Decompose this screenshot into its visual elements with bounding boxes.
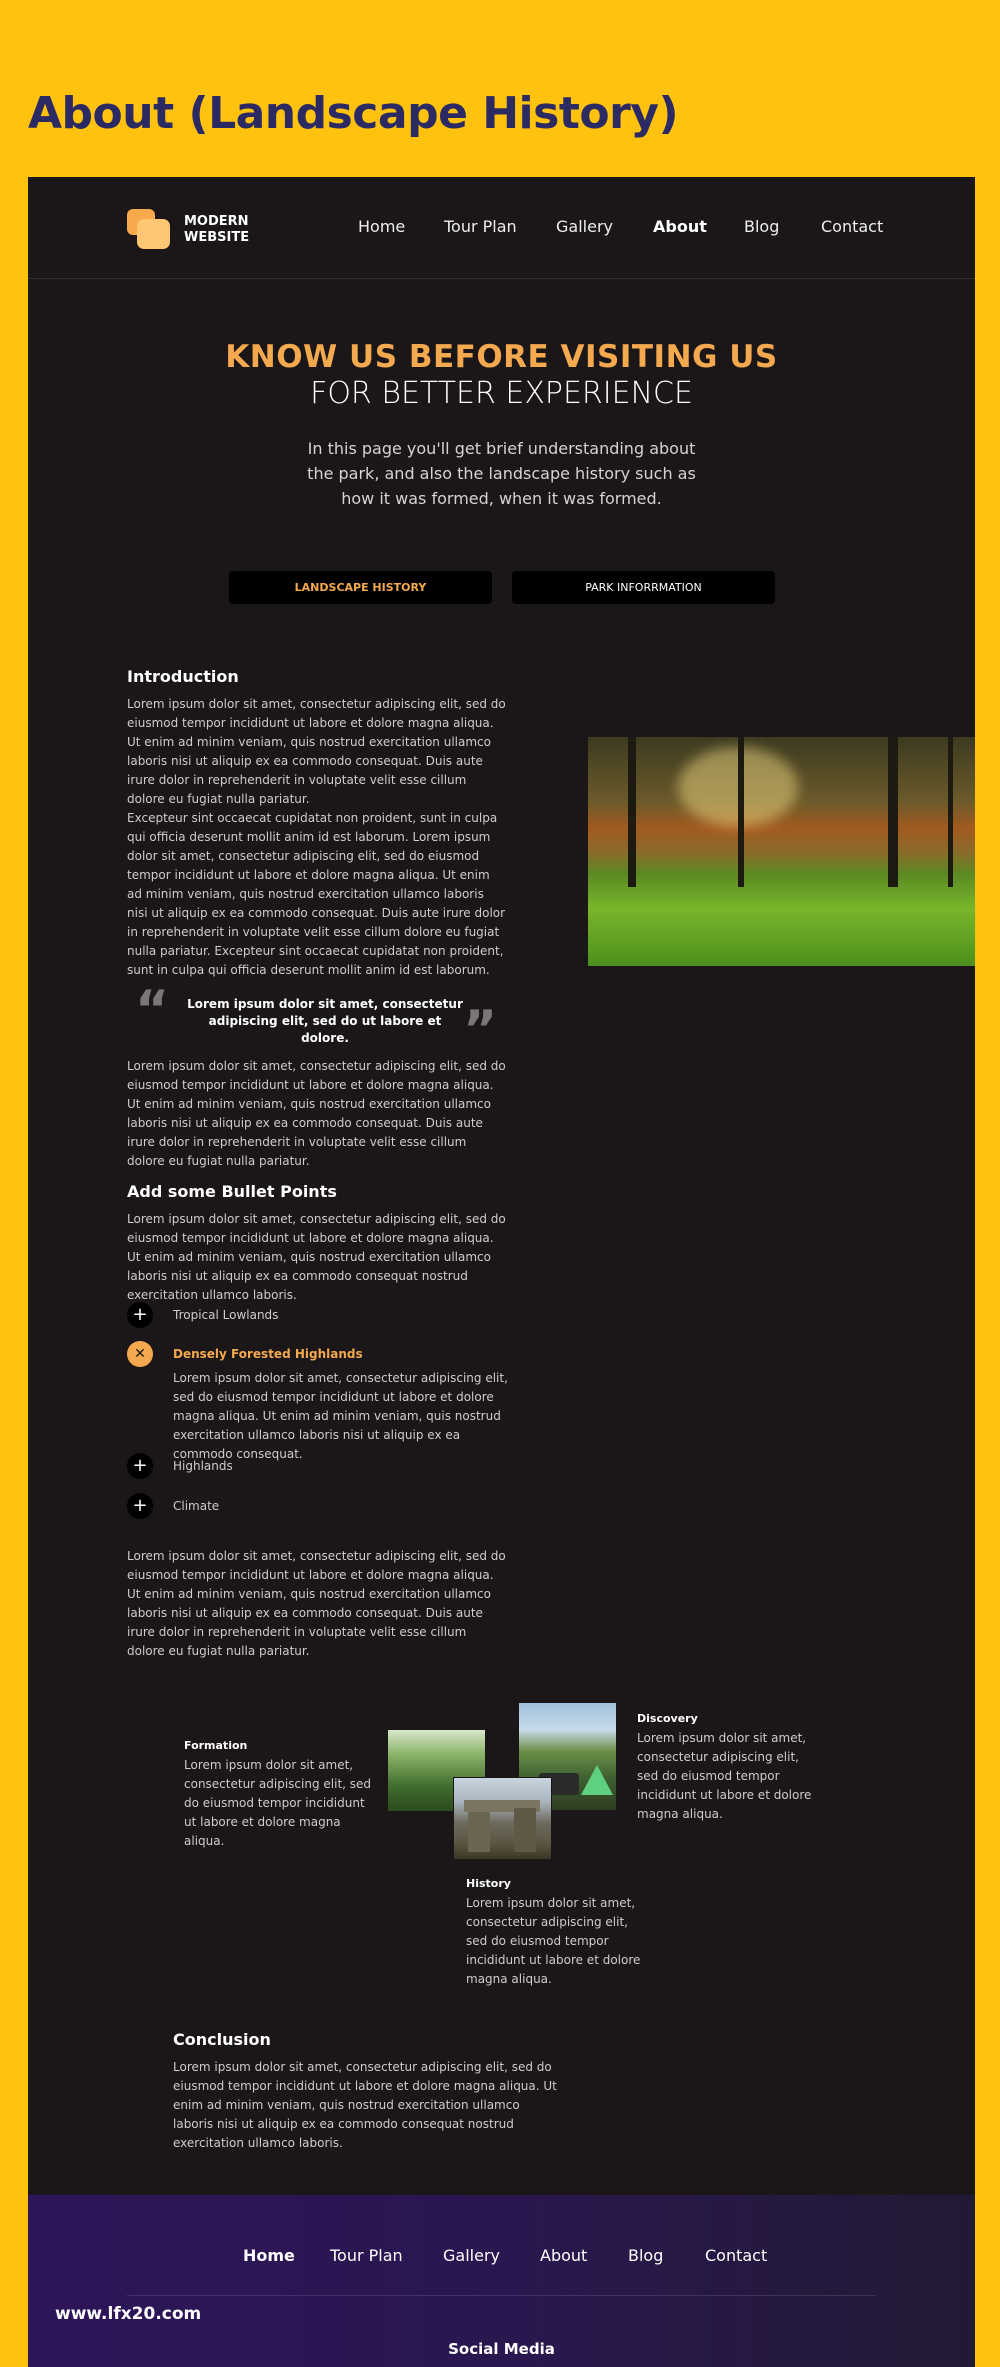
nav-contact[interactable]: Contact <box>821 217 884 236</box>
nav-tour-plan[interactable]: Tour Plan <box>444 217 517 236</box>
timeline-formation-text: Lorem ipsum dolor sit amet, consectetur adipiscing elit, sed do eiusmod tempor incididunt ut labore et dolore magna aliqua. <box>184 1758 372 1848</box>
introduction-paragraph-3: Lorem ipsum dolor sit amet, consectetur adipiscing elit, sed do eiusmod tempor incididunt ut labore et dolore magna aliqua. Ut enim ad minim veniam, quis nostrud exercitation ullamco laboris nisi ut aliquip ex ea commodo consequat. Duis aute irure dolor in reprehenderit in voluptate velit esse cillum dolore eu fugiat nulla pariatur. <box>127 1059 506 1168</box>
timeline-discovery-title: Discovery <box>637 1712 698 1725</box>
forest-photo <box>588 737 975 966</box>
accordion-content: Lorem ipsum dolor sit amet, consectetur adipiscing elit, sed do eiusmod tempor incididunt ut labore et dolore magna aliqua. Ut enim ad minim veniam, quis nostrud exercitation ullamco laboris nisi ut aliquip ex ea commodo consequat. <box>173 1371 508 1461</box>
nav-blog[interactable]: Blog <box>744 217 780 236</box>
logo[interactable] <box>127 209 267 249</box>
accordion-item-highlands[interactable]: Highlands <box>173 1459 233 1473</box>
logo-icon <box>127 209 171 249</box>
introduction-paragraph-2: Excepteur sint occaecat cupidatat non proident, sunt in culpa qui officia deserunt mollit anim id est laborum. Lorem ipsum dolor sit amet, consectetur adipiscing elit, sed do eiusmod tempor incididunt ut labore et dolore magna aliqua. Ut enim ad minim veniam, quis nostrud exercitation ullamco laboris nisi ut aliquip ex ea commodo consequat. Duis aute irure dolor in reprehenderit in voluptate velit esse cillum dolore eu fugiat nulla pariatur. Excepteur sint occaecat cupidatat non proident, sunt in culpa qui officia deserunt mollit anim id est laborum. <box>127 811 506 977</box>
hero-description: In this page you'll get brief understanding about the park, and also the landscape history such as how it was formed, when it was formed. <box>307 439 696 508</box>
bullets-title: Add some Bullet Points <box>127 1182 337 1201</box>
nav-gallery[interactable]: Gallery <box>556 217 613 236</box>
hero-title: KNOW US BEFORE VISITING US <box>225 339 778 375</box>
plus-icon[interactable]: + <box>127 1302 153 1328</box>
footer-divider <box>127 2295 876 2296</box>
footer-nav-blog[interactable]: Blog <box>628 2246 664 2265</box>
plus-icon[interactable]: + <box>127 1453 153 1479</box>
timeline-history-text: Lorem ipsum dolor sit amet, consectetur adipiscing elit, sed do eiusmod tempor incididunt ut labore et dolore magna aliqua. <box>466 1896 641 1986</box>
accordion-item-climate[interactable]: Climate <box>173 1499 220 1513</box>
footer-nav-tour-plan[interactable]: Tour Plan <box>330 2246 403 2265</box>
nav-home[interactable]: Home <box>358 217 406 236</box>
website-mockup <box>28 177 975 2367</box>
quote-text: Lorem ipsum dolor sit amet, consectetur adipiscing elit, sed do ut labore et dolore. <box>187 997 463 1045</box>
conclusion-text: Lorem ipsum dolor sit amet, consectetur adipiscing elit, sed do eiusmod tempor incididunt ut labore et dolore magna aliqua. Ut enim ad minim veniam, quis nostrud exercitation ullamco laboris nisi ut aliquip ex ea commodo consequat nostrud exercitation ullamco laboris. <box>173 2060 557 2150</box>
watermark: www.lfx20.com <box>55 2304 202 2324</box>
nav-about[interactable]: About <box>653 217 707 236</box>
close-quote-icon: ” <box>463 1000 498 1060</box>
footer-nav-about[interactable]: About <box>540 2246 588 2265</box>
timeline-formation-title: Formation <box>184 1739 248 1752</box>
tab-landscape-history[interactable]: LANDSCAPE HISTORY <box>229 571 492 604</box>
timeline-discovery-text: Lorem ipsum dolor sit amet, consectetur adipiscing elit, sed do eiusmod tempor incididunt ut labore et dolore magna aliqua. <box>637 1731 812 1821</box>
accordion-item-forested-highlands[interactable]: Densely Forested Highlands <box>173 1347 363 1361</box>
hero-subtitle: FOR BETTER EXPERIENCE <box>310 376 693 411</box>
introduction-paragraph-1: Lorem ipsum dolor sit amet, consectetur adipiscing elit, sed do eiusmod tempor incididunt ut labore et dolore magna aliqua. Ut enim ad minim veniam, quis nostrud exercitation ullamco laboris nisi ut aliquip ex ea commodo consequat. Duis aute irure dolor in reprehenderit in voluptate velit esse cillum dolore eu fugiat nulla pariatur. <box>127 697 506 806</box>
social-media-heading: Social Media <box>448 2340 555 2358</box>
footer-nav-contact[interactable]: Contact <box>705 2246 768 2265</box>
tab-park-information[interactable]: PARK INFORRMATION <box>512 571 775 604</box>
logo-text: MODERN WEBSITE <box>184 214 250 245</box>
site-header <box>28 177 975 279</box>
footer-nav-gallery[interactable]: Gallery <box>443 2246 500 2265</box>
close-icon[interactable]: ✕ <box>127 1341 153 1367</box>
blockquote <box>127 980 507 1060</box>
plus-icon[interactable]: + <box>127 1493 153 1519</box>
site-footer <box>28 2195 975 2367</box>
conclusion-title: Conclusion <box>173 2030 271 2049</box>
timeline-history-title: History <box>466 1877 511 1890</box>
stones-thumbnail <box>453 1777 552 1860</box>
bullets-outro: Lorem ipsum dolor sit amet, consectetur adipiscing elit, sed do eiusmod tempor incididunt ut labore et dolore magna aliqua. Ut enim ad minim veniam, quis nostrud exercitation ullamco laboris nisi ut aliquip ex ea commodo consequat. Duis aute irure dolor in reprehenderit in voluptate velit esse cillum dolore eu fugiat nulla pariatur. <box>127 1549 506 1658</box>
accordion-item-tropical-lowlands[interactable]: Tropical Lowlands <box>173 1308 279 1322</box>
open-quote-icon: “ <box>135 980 170 1040</box>
bullets-intro: Lorem ipsum dolor sit amet, consectetur adipiscing elit, sed do eiusmod tempor incididunt ut labore et dolore magna aliqua. Ut enim ad minim veniam, quis nostrud exercitation ullamco laboris nisi ut aliquip ex ea commodo consequat nostrud exercitation ullamco laboris. <box>127 1212 506 1302</box>
footer-nav-home[interactable]: Home <box>243 2246 295 2265</box>
page-heading: About (Landscape History) <box>28 88 679 139</box>
introduction-title: Introduction <box>127 667 239 686</box>
